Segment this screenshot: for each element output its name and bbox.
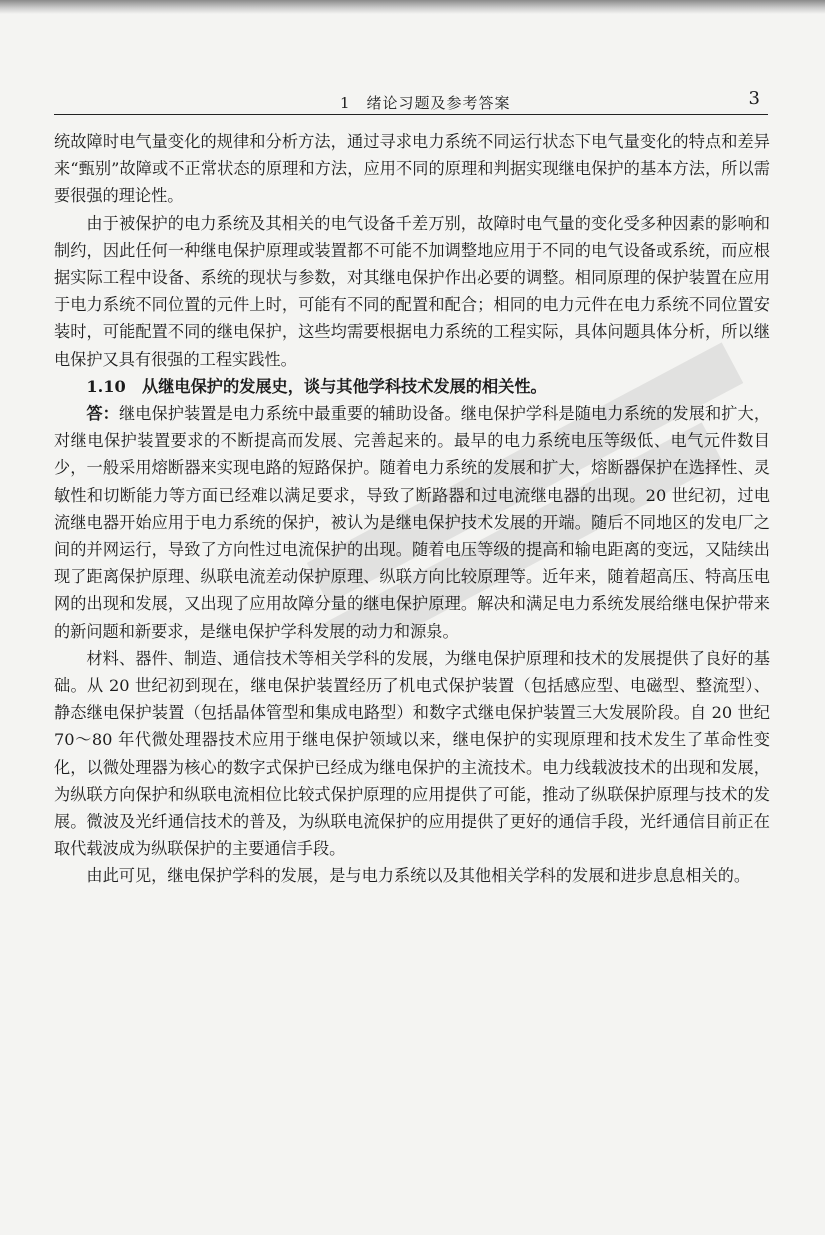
answer-paragraph [54,400,770,645]
page-body [54,128,770,890]
page-header [54,88,768,115]
answer-text: 继电保护装置是电力系统中最重要的辅助设备。继电保护学科是随电力系统的发展和扩大，对继电保护装置要求的不断提高而发展、完善起来的。最早的电力系统电压等级低、电气元件数目少，一般采用熔断器来实现电路的短路保护。随着电力系统的发展和扩大，熔断器保护在选择性、灵敏性和切断能力等方面已经难以满足要求，导致了断路器和过电流继电器的出现。20 世纪初，过电流继电器开始应用于电力系统的保护，被认为是继电保护技术发展的开端。随后不同地区的发电厂之间的并网运行，导致了方向性过电流保护的出现。随着电压等级的提高和输电距离的变远，又陆续出现了距离保护原理、纵联电流差动保护原理、纵联方向比较原理等。近年来，随着超高压、特高压电网的出现和发展，又出现了应用故障分量的继电保护原理。解决和满足电力系统发展给继电保护带来的新问题和新要求，是继电保护学科发展的动力和源泉。 [54,404,771,641]
paragraph: 由此可见，继电保护学科的发展，是与电力系统以及其他相关学科的发展和进步息息相关的。 [86,866,751,886]
running-title: 1 绪论习题及参考答案 [340,94,511,112]
paragraph: 由于被保护的电力系统及其相关的电气设备千差万别，故障时电气量的变化受多种因素的影响和制约，因此任何一种继电保护原理或装置都不可能不加调整地应用于不同的电气设备或系统，而应根据实际工程中设备、系统的现状与参数，对其继电保护作出必要的调整。相同原理的保护装置在应用于电力系统不同位置的元件上时，可能有不同的配置和配合；相同的电力元件在电力系统不同位置安装时，可能配置不同的继电保护，这些均需要根据电力系统的工程实际，具体问题具体分析，所以继电保护又具有很强的工程实践性。 [54,213,770,369]
answer-label: 答： [86,404,119,424]
page-number: 3 [748,88,760,109]
question-heading: 1.10 从继电保护的发展史，谈与其他学科技术发展的相关性。 [86,376,547,396]
paragraph: 统故障时电气量变化的规律和分析方法，通过寻求电力系统不同运行状态下电气量变化的特点和差异来“甄别”故障或不正常状态的原理和方法，应用不同的原理和判据实现继电保护的基本方法，所以需要很强的理论性。 [54,132,770,206]
paragraph: 材料、器件、制造、通信技术等相关学科的发展，为继电保护原理和技术的发展提供了良好的基础。从 20 世纪初到现在，继电保护装置经历了机电式保护装置（包括感应型、电磁型、整流型）、静态继电保护装置（包括晶体管型和集成电路型）和数字式继电保护装置三大发展阶段。自 20 世纪 70～80 年代微处理器技术应用于继电保护领域以来，继电保护的实现原理和技术发生了革命性变化，以微处理器为核心的数字式保护已经成为继电保护的主流技术。电力线载波技术的出现和发展，为纵联方向保护和纵联电流相位比较式保护原理的应用提供了可能，推动了纵联保护原理与技术的发展。微波及光纤通信技术的普及，为纵联电流保护的应用提供了更好的通信手段，光纤通信目前正在取代载波成为纵联保护的主要通信手段。 [54,648,770,859]
